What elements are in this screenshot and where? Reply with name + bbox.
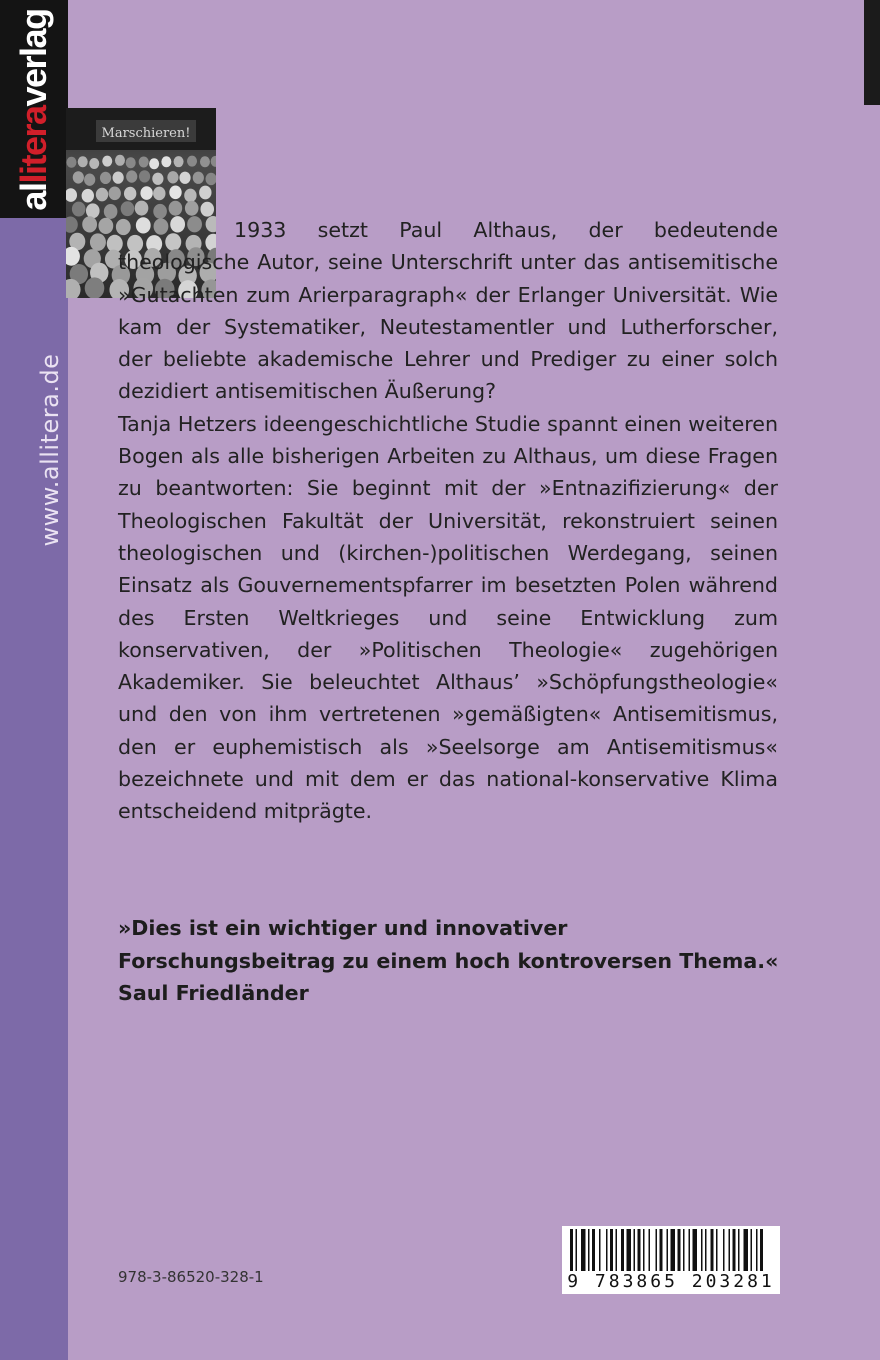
- crowd-person: [90, 233, 106, 251]
- crowd-person: [82, 216, 97, 232]
- barcode-bar: [716, 1229, 718, 1271]
- barcode-bar: [656, 1229, 658, 1271]
- barcode-bar: [723, 1229, 725, 1271]
- barcode-digits: 9 783865 203281: [567, 1271, 775, 1292]
- review-quote: »Dies ist ein wichtiger und innovativer Forschungsbeitrag zu einem hoch kontroversen Thema.« Saul Friedländer: [118, 916, 779, 1005]
- barcode-bar: [729, 1229, 731, 1271]
- crowd-person: [167, 171, 178, 183]
- logo-part-al: al: [13, 183, 54, 211]
- barcode-bar: [634, 1229, 636, 1271]
- barcode-bar: [756, 1229, 758, 1271]
- crowd-person: [174, 156, 184, 167]
- crowd-person: [140, 186, 152, 200]
- crowd-person: [89, 158, 99, 169]
- crowd-person: [102, 156, 112, 167]
- crowd-person: [72, 202, 86, 217]
- crowd-person: [161, 156, 171, 167]
- barcode-bar: [649, 1229, 651, 1271]
- barcode-bar: [733, 1229, 736, 1271]
- blurb-paragraph-2: Tanja Hetzers ideengeschichtliche Studie spannt einen weiteren Bogen als alle bisherigen Arbeiten zu Althaus, um diese Fragen zu beantworten: Sie beginnt mit der »Entnazifizierung« der Theologischen Fakultät der Universität, rekonstruiert seinen theologischen und (kirchen-)politischen Werdegang, seinen Einsatz als Gouvernementspfarrer im besetzten Polen während des Ersten Weltkrieges und seine Entwicklung zum konservativen, der »Politischen Theologie« zugehörigen Akademiker. Sie beleuchtet Althaus’ »Schöpfungstheologie« und den von ihm vertretenen »gemäßigten« Antisemitismus, den er euphemistisch als »Seelsorge am Antisemitismus« bezeichnete und mit dem er das national-konservative Klima entscheidend mitprägte.: [118, 411, 778, 824]
- barcode-bar: [751, 1229, 753, 1271]
- crowd-person: [139, 156, 149, 167]
- barcode-bar: [693, 1229, 698, 1271]
- barcode-bar: [744, 1229, 749, 1271]
- crowd-person: [100, 172, 111, 184]
- barcode-bar: [570, 1229, 573, 1271]
- barcode: [562, 1226, 780, 1294]
- barcode-bar: [588, 1229, 590, 1271]
- crowd-person: [73, 171, 84, 183]
- barcode-bar: [671, 1229, 676, 1271]
- crowd-person: [85, 277, 105, 298]
- barcode-bar: [581, 1229, 586, 1271]
- barcode-bar: [627, 1229, 632, 1271]
- crowd-person: [126, 157, 136, 168]
- cover-edge-strip: [864, 0, 880, 105]
- crowd-person: [124, 187, 136, 201]
- barcode-bar: [738, 1229, 740, 1271]
- barcode-bar: [711, 1229, 714, 1271]
- crowd-person: [78, 156, 88, 167]
- barcode-bar: [678, 1229, 681, 1271]
- crowd-person: [104, 204, 118, 219]
- barcode-bar: [621, 1229, 624, 1271]
- crowd-person: [199, 186, 211, 200]
- crowd-person: [96, 188, 108, 202]
- crowd-person: [126, 170, 137, 182]
- crowd-person: [82, 189, 94, 203]
- crowd-person: [184, 189, 196, 203]
- logo-part-verlag: verlag: [13, 9, 54, 107]
- barcode-bar: [599, 1229, 601, 1271]
- crowd-person: [169, 186, 181, 200]
- blurb-paragraph-1: 1933 setzt Paul Althaus, der bedeutende theologische Autor, seine Unterschrift unter das antisemitische »Gutachten zum Arierparagraph« der Erlanger Universität. Wie kam der Systematiker, Neutestamentler und Lutherforscher, der beliebte akademische Lehrer und Prediger zu einer solch dezidiert antisemitischen Äußerung?: [118, 218, 778, 404]
- barcode-bar: [616, 1229, 618, 1271]
- crowd-person: [152, 173, 163, 185]
- crowd-person: [153, 187, 165, 201]
- barcode-bar: [592, 1229, 595, 1271]
- barcode-bar: [705, 1229, 707, 1271]
- crowd-person: [66, 157, 76, 168]
- crowd-person: [98, 218, 113, 234]
- barcode-bar: [701, 1229, 703, 1271]
- photo-banner-text: Marschieren!: [101, 126, 191, 141]
- publisher-logo: [13, 9, 55, 210]
- barcode-bar: [667, 1229, 669, 1271]
- barcode-bar: [683, 1229, 685, 1271]
- barcode-bar: [689, 1229, 691, 1271]
- crowd-person: [193, 172, 204, 184]
- barcode-bar: [606, 1229, 608, 1271]
- crowd-person: [109, 186, 121, 200]
- barcode-bar: [638, 1229, 641, 1271]
- crowd-person: [84, 174, 95, 186]
- crowd-person: [113, 171, 124, 183]
- publisher-url[interactable]: www.allitera.de: [36, 353, 64, 547]
- barcode-bar: [643, 1229, 645, 1271]
- isbn-number: 978-3-86520-328-1: [118, 1268, 264, 1286]
- logo-part-litera: litera: [13, 106, 54, 184]
- crowd-person: [187, 156, 197, 167]
- barcode-bar: [610, 1229, 613, 1271]
- barcode-bar: [760, 1229, 763, 1271]
- crowd-person: [149, 158, 159, 169]
- blurb-text: [118, 214, 778, 828]
- barcode-bar: [576, 1229, 578, 1271]
- crowd-person: [86, 203, 100, 218]
- barcode-bars: [562, 1226, 780, 1272]
- crowd-person: [179, 172, 190, 184]
- crowd-person: [139, 170, 150, 182]
- crowd-person: [200, 156, 210, 167]
- barcode-bar: [660, 1229, 663, 1271]
- crowd-person: [115, 155, 125, 166]
